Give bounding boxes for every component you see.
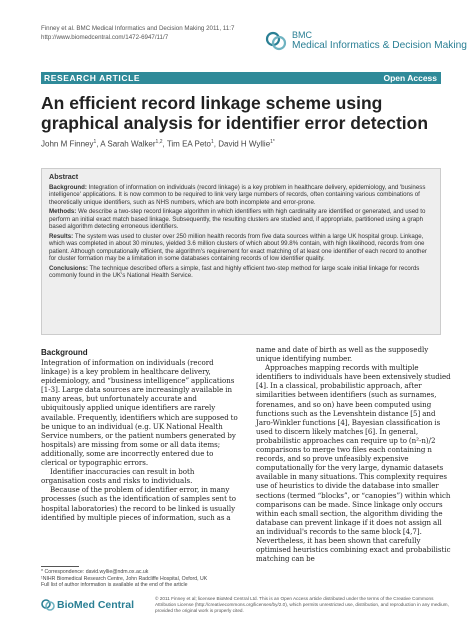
author-info-line: Full list of author information is available at the end of the article	[41, 582, 188, 588]
abstract-methods	[49, 208, 433, 231]
body-paragraph: name and date of birth as well as the supposedly unique identifying number.	[256, 345, 429, 364]
author-affiliation: 1*	[270, 139, 275, 145]
logo-journal-name: Medical Informatics & Decision Making	[292, 40, 467, 51]
header-citation	[41, 25, 271, 42]
abstract-results	[49, 233, 433, 263]
author-affiliation: 1,2	[155, 139, 163, 145]
open-access-label: Open Access	[383, 73, 437, 83]
biomed-central-logo	[41, 598, 141, 612]
abstract-section-text: Integration of information on individuals (record linkage) is a key problem in healthcare delivery, epidemiology, and 'business intelligence' applications. It is now common to be required to link very large numbers of records, often containing various combinations of theoretically unique identifiers, such as NHS numbers, which are both incomplete and error-prone.	[49, 183, 426, 206]
biomed-central-logo-text: BioMed Central	[57, 599, 135, 611]
abstract-section-label: Results:	[49, 232, 74, 240]
correspondence-line[interactable]: * Correspondence: david.wyllie@ndm.ox.ac.uk	[41, 569, 149, 575]
abstract-heading: Abstract	[49, 172, 79, 181]
abstract-section-label: Conclusions:	[49, 264, 88, 272]
body-paragraph: Approaches mapping records with multiple identifiers to individuals have been extensively studied [4]. In a classical, probabilistic approach, after similarities between identifiers (such as surnames, forenames, and so on) have been computed using functions such as the Levenshtein distance [5] and Jaro-Winkler functions [4], Bayesian classification is used to discern likely matches [6]. In general, probabilistic approaches can require up to (n²-n)/2 comparisons to merge two files each containing n records, and so prove unfeasibly expensive computationally for the very large, dynamic datasets available in many situations. This complexity requires use of heuristics to divide the database into smaller sections (termed “blocks”, or “canopies”) within which comparisons can be made. Since linkage only occurs within each small section, the algorithm dividing the database can prevent linkage if it does not assign all an individual's records to the same block [4,7]. Nevertheless, it has been shown that carefully optimised heuristics combining exact and probabilistic matching can be	[256, 363, 451, 564]
article-type-band	[41, 72, 441, 84]
author-name: John M Finney	[41, 139, 94, 149]
logo-bmc-text: BMC	[292, 30, 312, 40]
author-affiliation: 1	[93, 139, 97, 145]
abstract-background	[49, 184, 433, 207]
citation-text: Finney et al. BMC Medical Informatics and Decision Making 2011, 11:7	[41, 25, 235, 32]
article-type-label: RESEARCH ARTICLE	[44, 73, 141, 83]
footnote-divider	[41, 566, 79, 567]
affiliation-line: ¹NIHR Biomedical Research Centre, John Radcliffe Hospital, Oxford, UK	[41, 575, 208, 582]
section-heading-background: Background	[41, 348, 88, 357]
body-paragraph: Integration of information on individuals (record linkage) is a key problem in healthcare delivery, epidemiology, and “business intelligence” applications [1-3]. Large data sources are increasingly available in many areas, but unfortunately accurate and ubiquitously applied unique identifiers are rarely available. Frequently, identifiers which are supposed to be unique to an individual (e.g. UK National Health Service numbers, or the patient numbers generated by hospitals) are missing from some or all data items; additionally, some are incorrectly entered due to clerical or typographic errors.	[41, 358, 238, 468]
body-paragraph: Because of the problem of identifier error, in many processes (such as the identification of samples sent to hospital laboratories) the record to be linked is usually identified by multiple pieces of information, such as a	[41, 485, 236, 522]
author-name: David H Wyllie	[218, 139, 271, 149]
abstract-section-text: The system was used to cluster over 250 million health records from five data sources within a large UK hospital group. Linkage, which was completed in about 30 minutes, yielded 3.6 million clusters of which about 99.8% contain, with high likelihood, records from one patient. Although computationally efficient, the algorithm's requirement for exact matching of at least one identifier of each record to another for cluster formation may be a limitation in some databases containing records of low identifier quality.	[49, 232, 427, 262]
abstract-conclusions	[49, 265, 433, 280]
abstract-section-text: We describe a two-step record linkage algorithm in which identifiers with high cardinality are identified or generated, and used to perform an initial exact match based linkage. Subsequently, the resulting clusters are studied and, if appropriate, partitioned using a graph based algorithm detecting erroneous identifiers.	[49, 208, 426, 230]
article-title: An efficient record linkage scheme using graphical analysis for identifier error detection	[41, 93, 429, 133]
abstract-section-label: Methods:	[49, 208, 77, 215]
body-right-column	[256, 345, 452, 563]
footnote	[41, 569, 239, 589]
author-name: A Sarah Walker	[100, 139, 156, 149]
author-list: John M Finney$^1$, A Sarah Walker$^{1,2}$, Tim EA Peto$^1$, David H Wyllie$^{1*}$	[41, 139, 275, 149]
journal-logo	[265, 26, 467, 66]
abstract-box	[41, 168, 441, 335]
abstract-section-text: The technique described offers a simple, fast and highly efficient two-step method for large scale initial linkage for records commonly found in the UK's National Health Service.	[49, 264, 420, 279]
citation-url[interactable]: http://www.biomedcentral.com/1472-6947/11/7	[41, 33, 169, 41]
body-paragraph: Identifier inaccuracies can result in both organisation costs and risks to individuals.	[41, 467, 195, 486]
abstract-section-label: Background:	[49, 183, 87, 191]
body-left-column	[41, 345, 239, 522]
biomed-central-mark-icon	[41, 598, 55, 612]
bmc-swirl-icon	[265, 30, 287, 52]
copyright-notice: © 2011 Finney et al; licensee BioMed Central Ltd. This is an Open Access article distributed under the terms of the Creative Commons Attribution License (http://creativecommons.org/licenses/by/2.0), which permits unrestricted use, distribution, and reproduction in any medium, provided the original work is properly cited.	[155, 596, 449, 613]
author-affiliation: 1	[210, 139, 214, 145]
author-name: Tim EA Peto	[166, 139, 211, 149]
